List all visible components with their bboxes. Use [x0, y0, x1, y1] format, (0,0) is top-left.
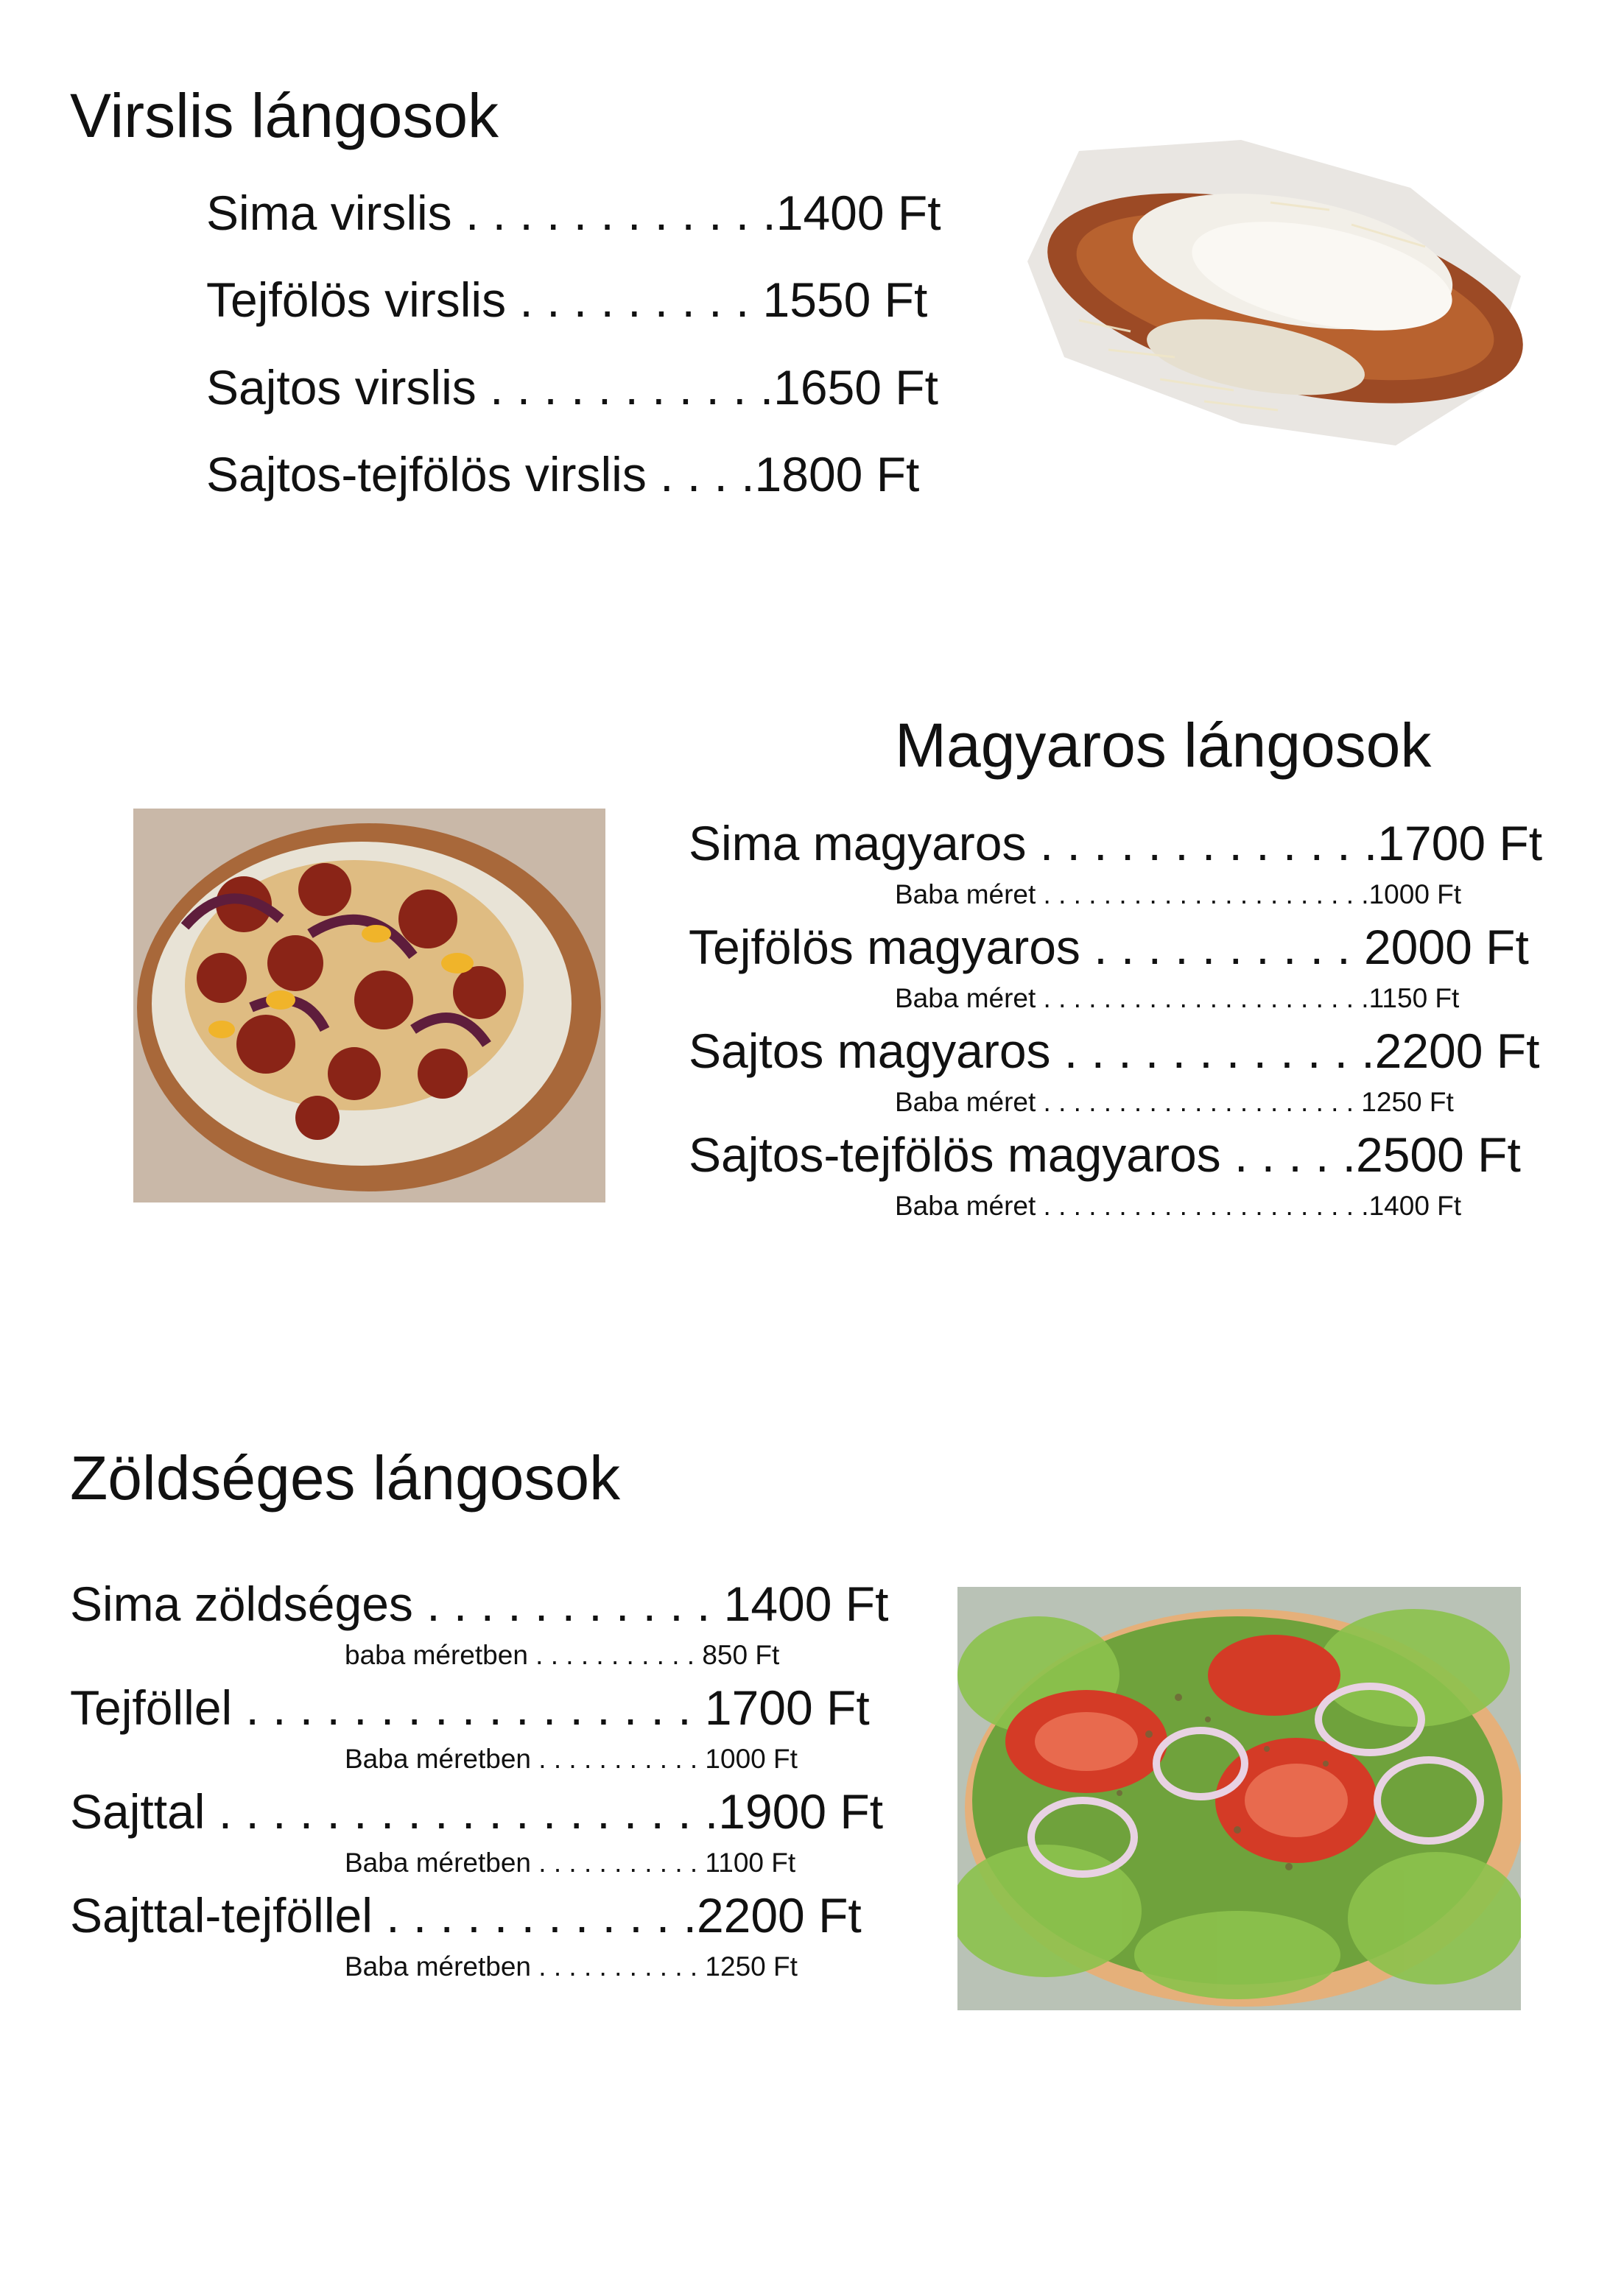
menu-item-tejfollel: Tejföllel . . . . . . . . . . . . . . . . . 1700 Ft	[70, 1680, 870, 1735]
magyaros-langos-photo	[133, 809, 605, 1202]
section-title-virslis: Virslis lángosok	[70, 81, 499, 150]
baba-size-sima-zoldseges: baba méretben . . . . . . . . . . . 850 Ft	[345, 1640, 780, 1670]
baba-size-sajttal: Baba méretben . . . . . . . . . . . 1100 Ft	[345, 1848, 796, 1878]
menu-item-sajtos-tejfolos-virslis: Sajtos-tejfölös virslis . . . .1800 Ft	[206, 447, 920, 501]
section-title-magyaros: Magyaros lángosok	[895, 711, 1432, 780]
menu-item-sajtos-tejfolos-magyaros: Sajtos-tejfölös magyaros . . . . .2500 Ft	[689, 1127, 1521, 1182]
baba-size-sajtos-magyaros: Baba méret . . . . . . . . . . . . . . . . . . . . . 1250 Ft	[895, 1087, 1454, 1117]
baba-size-tejfollel: Baba méretben . . . . . . . . . . . 1000 Ft	[345, 1744, 798, 1774]
menu-item-sima-zoldseges: Sima zöldséges . . . . . . . . . . . 1400 Ft	[70, 1577, 889, 1631]
menu-item-tejfolos-virslis: Tejfölös virslis . . . . . . . . . 1550 Ft	[206, 272, 928, 327]
menu-item-sima-virslis: Sima virslis . . . . . . . . . . . .1400 Ft	[206, 186, 941, 240]
menu-item-sajtos-virslis: Sajtos virslis . . . . . . . . . . .1650 Ft	[206, 360, 938, 415]
menu-item-tejfolos-magyaros: Tejfölös magyaros . . . . . . . . . . 2000 Ft	[689, 920, 1529, 974]
section-title-zoldseges: Zöldséges lángosok	[70, 1443, 621, 1513]
virslis-langos-photo	[1013, 136, 1536, 490]
baba-size-tejfolos-magyaros: Baba méret . . . . . . . . . . . . . . . . . . . . . .1150 Ft	[895, 983, 1460, 1013]
baba-size-sajtos-tejfolos-magyaros: Baba méret . . . . . . . . . . . . . . . . . . . . . .1400 Ft	[895, 1191, 1462, 1221]
menu-item-sima-magyaros: Sima magyaros . . . . . . . . . . . . .1700 Ft	[689, 816, 1543, 870]
baba-size-sima-magyaros: Baba méret . . . . . . . . . . . . . . . . . . . . . .1000 Ft	[895, 879, 1462, 909]
menu-item-sajttal: Sajttal . . . . . . . . . . . . . . . . . . .1900 Ft	[70, 1784, 884, 1839]
menu-item-sajttal-tejfollel: Sajttal-tejföllel . . . . . . . . . . . .2200 Ft	[70, 1888, 862, 1943]
menu-item-sajtos-magyaros: Sajtos magyaros . . . . . . . . . . . .2200 Ft	[689, 1024, 1540, 1078]
baba-size-sajttal-tejfollel: Baba méretben . . . . . . . . . . . 1250 Ft	[345, 1951, 798, 1982]
zoldseges-langos-photo	[957, 1587, 1521, 2010]
